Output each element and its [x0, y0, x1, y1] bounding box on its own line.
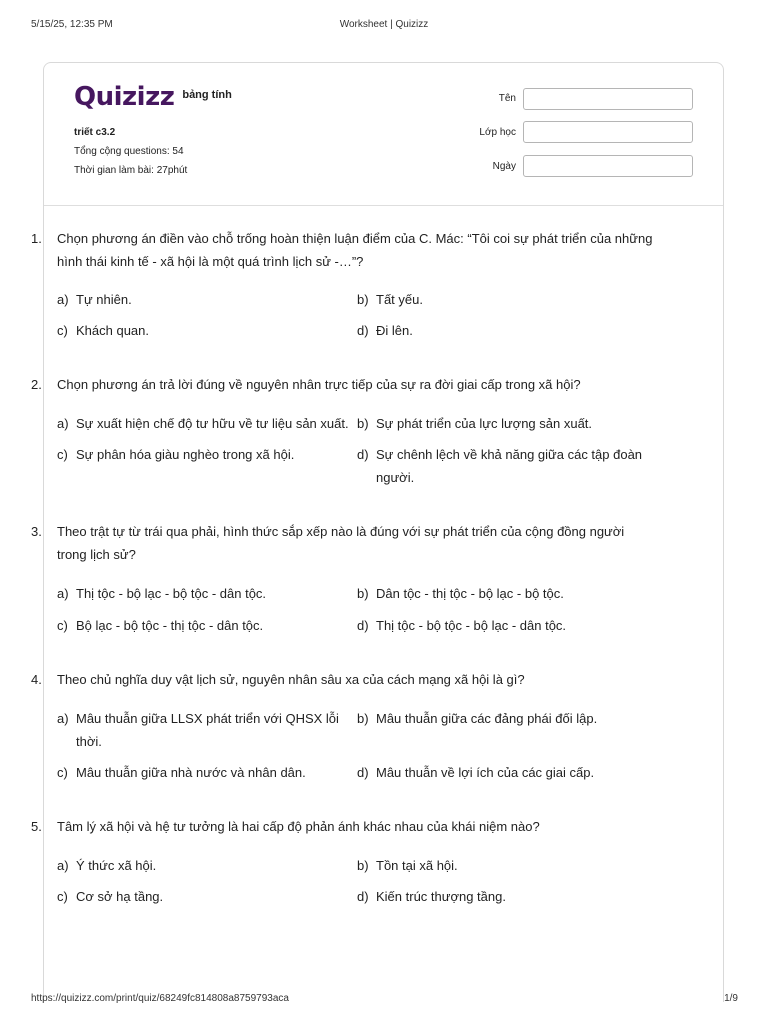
option-letter: a) [57, 416, 69, 431]
option-letter: b) [357, 858, 369, 873]
option-text: Dân tộc - thị tộc - bộ lạc - bộ tộc. [376, 586, 564, 601]
page-number: 1/9 [724, 993, 738, 1004]
option-letter: d) [357, 447, 369, 462]
question-number: 3. [31, 524, 42, 539]
option-letter: a) [57, 586, 69, 601]
brand-logo-text: Quizizz [74, 82, 175, 112]
option-letter: c) [57, 447, 68, 462]
class-field[interactable] [523, 121, 693, 143]
option-letter: b) [357, 292, 369, 307]
print-date: 5/15/25, 12:35 PM [31, 19, 113, 30]
question-text: Chọn phương án điền vào chỗ trống hoàn thiện luận điểm của C. Mác: “Tôi coi sự phát triển của những hình thái kinh tế - xã hội là một quá trình lịch sử -…”? [57, 231, 653, 269]
option-text: Cơ sở hạ tầng. [76, 889, 164, 904]
question-text: Theo trật tự từ trái qua phải, hình thức sắp xếp nào là đúng với sự phát triển của cộng đồng người trong lịch sử? [57, 524, 625, 562]
option-text: Sự phân hóa giàu nghèo trong xã hội. [76, 447, 295, 462]
option-text: Sự xuất hiện chế độ tư hữu về tư liệu sản xuất. [76, 416, 349, 431]
option-text: Đi lên. [376, 323, 413, 338]
worksheet-subtitle: bảng tính [182, 89, 232, 101]
option-letter: d) [357, 889, 369, 904]
option-letter: d) [357, 618, 369, 633]
option-letter: c) [57, 765, 68, 780]
date-label: Ngày [492, 161, 516, 172]
date-field[interactable] [523, 155, 693, 177]
print-title: Worksheet | Quizizz [339, 19, 429, 30]
question-text: Chọn phương án trả lời đúng về nguyên nhân trực tiếp của sự ra đời giai cấp trong xã hội? [57, 377, 581, 392]
question-number: 5. [31, 819, 42, 834]
name-label: Tên [498, 93, 516, 104]
class-label: Lớp học [479, 127, 516, 138]
option-letter: b) [357, 586, 369, 601]
option-letter: a) [57, 858, 69, 873]
question-number: 2. [31, 377, 42, 392]
option-text: Sự chênh lệch về khả năng giữa các tập đoàn người. [376, 447, 643, 485]
option-text: Kiến trúc thượng tầng. [376, 889, 506, 904]
option-text: Thị tộc - bộ tộc - bộ lạc - dân tộc. [376, 618, 567, 633]
option-letter: d) [357, 765, 369, 780]
option-letter: c) [57, 889, 68, 904]
option-text: Tất yếu. [376, 292, 423, 307]
option-letter: b) [357, 416, 369, 431]
quizizz-logo [74, 82, 232, 112]
worksheet-header [44, 63, 723, 206]
option-letter: b) [357, 711, 369, 726]
total-questions: Tổng cộng questions: 54 [74, 146, 184, 157]
option-letter: a) [57, 711, 69, 726]
print-url: https://quizizz.com/print/quiz/68249fc814808a8759793aca [31, 993, 289, 1004]
option-letter: d) [357, 323, 369, 338]
quiz-title: triết c3.2 [74, 127, 116, 138]
name-field[interactable] [523, 88, 693, 110]
question-text: Theo chủ nghĩa duy vật lịch sử, nguyên nhân sâu xa của cách mạng xã hội là gì? [57, 672, 525, 687]
option-text: Tồn tại xã hội. [376, 858, 458, 873]
option-text: Tự nhiên. [76, 292, 132, 307]
option-letter: c) [57, 323, 68, 338]
option-text: Mâu thuẫn giữa nhà nước và nhân dân. [76, 765, 306, 780]
option-letter: a) [57, 292, 69, 307]
option-text: Ý thức xã hội. [76, 858, 157, 873]
option-text: Sự phát triển của lực lượng sản xuất. [376, 416, 593, 431]
option-letter: c) [57, 618, 68, 633]
option-text: Bộ lạc - bộ tộc - thị tộc - dân tộc. [76, 618, 264, 633]
option-text: Mâu thuẫn giữa các đảng phái đối lập. [376, 711, 598, 726]
option-text: Mâu thuẫn về lợi ích của các giai cấp. [376, 765, 595, 780]
question-text: Tâm lý xã hội và hệ tư tưởng là hai cấp độ phản ánh khác nhau của khái niệm nào? [57, 819, 540, 834]
option-text: Mâu thuẫn giữa LLSX phát triển với QHSX lỗi thời. [76, 711, 339, 749]
question-number: 1. [31, 231, 42, 246]
question-number: 4. [31, 672, 42, 687]
option-text: Thị tộc - bộ lạc - bộ tộc - dân tộc. [76, 586, 267, 601]
time-limit: Thời gian làm bài: 27phút [74, 165, 188, 176]
option-text: Khách quan. [76, 323, 150, 338]
